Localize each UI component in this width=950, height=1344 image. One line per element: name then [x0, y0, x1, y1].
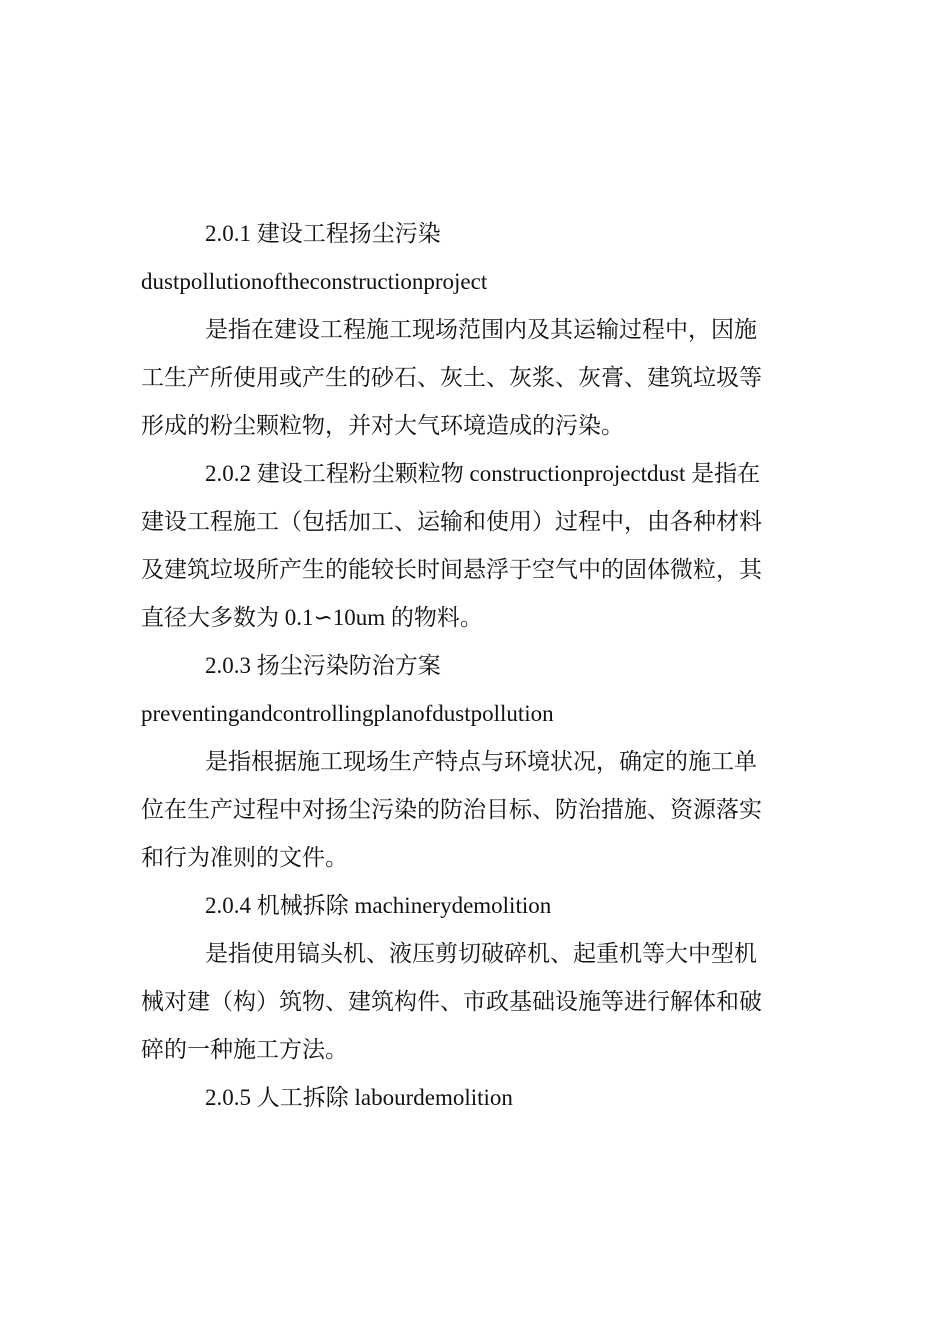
section-2-0-3-definition-line-3: 和行为准则的文件。 — [141, 845, 348, 870]
section-2-0-4-definition-line-1: 是指使用镐头机、液压剪切破碎机、起重机等大中型机 — [205, 941, 757, 966]
section-2-0-3-definition-line-2: 位在生产过程中对扬尘污染的防治目标、防治措施、资源落实 — [141, 797, 762, 822]
section-2-0-4-definition-line-3: 碎的一种施工方法。 — [141, 1037, 348, 1062]
section-2-0-3-definition-line-1: 是指根据施工现场生产特点与环境状况，确定的施工单 — [205, 749, 757, 774]
section-2-0-3-heading: 2.0.3 扬尘污染防治方案 — [205, 653, 441, 678]
section-2-0-4-heading: 2.0.4 机械拆除 machinerydemolition — [205, 893, 552, 918]
section-2-0-2-definition-line-2: 建设工程施工（包括加工、运输和使用）过程中，由各种材料 — [141, 509, 762, 534]
section-2-0-4-definition-line-2: 械对建（构）筑物、建筑构件、市政基础设施等进行解体和破 — [141, 989, 762, 1014]
section-2-0-5-heading: 2.0.5 人工拆除 labourdemolition — [205, 1085, 513, 1110]
section-2-0-2-definition-line-1: 2.0.2 建设工程粉尘颗粒物 constructionprojectdust 是指在 — [205, 461, 761, 486]
document-body — [141, 210, 809, 1122]
section-2-0-3-english-term: preventingandcontrollingplanofdustpollution — [141, 701, 554, 726]
section-2-0-1-definition-line-1: 是指在建设工程施工现场范围内及其运输过程中，因施 — [205, 317, 757, 342]
section-2-0-1-definition-line-3: 形成的粉尘颗粒物，并对大气环境造成的污染。 — [141, 413, 624, 438]
section-2-0-1-english-term: dustpollutionoftheconstructionproject — [141, 269, 488, 294]
section-2-0-1-definition-line-2: 工生产所使用或产生的砂石、灰土、灰浆、灰膏、建筑垃圾等 — [141, 365, 762, 390]
section-2-0-1-heading: 2.0.1 建设工程扬尘污染 — [205, 221, 441, 246]
section-2-0-2-definition-line-3: 及建筑垃圾所产生的能较长时间悬浮于空气中的固体微粒，其 — [141, 557, 762, 582]
section-2-0-2-definition-line-4: 直径大多数为 0.1∽10um 的物料。 — [141, 605, 483, 630]
